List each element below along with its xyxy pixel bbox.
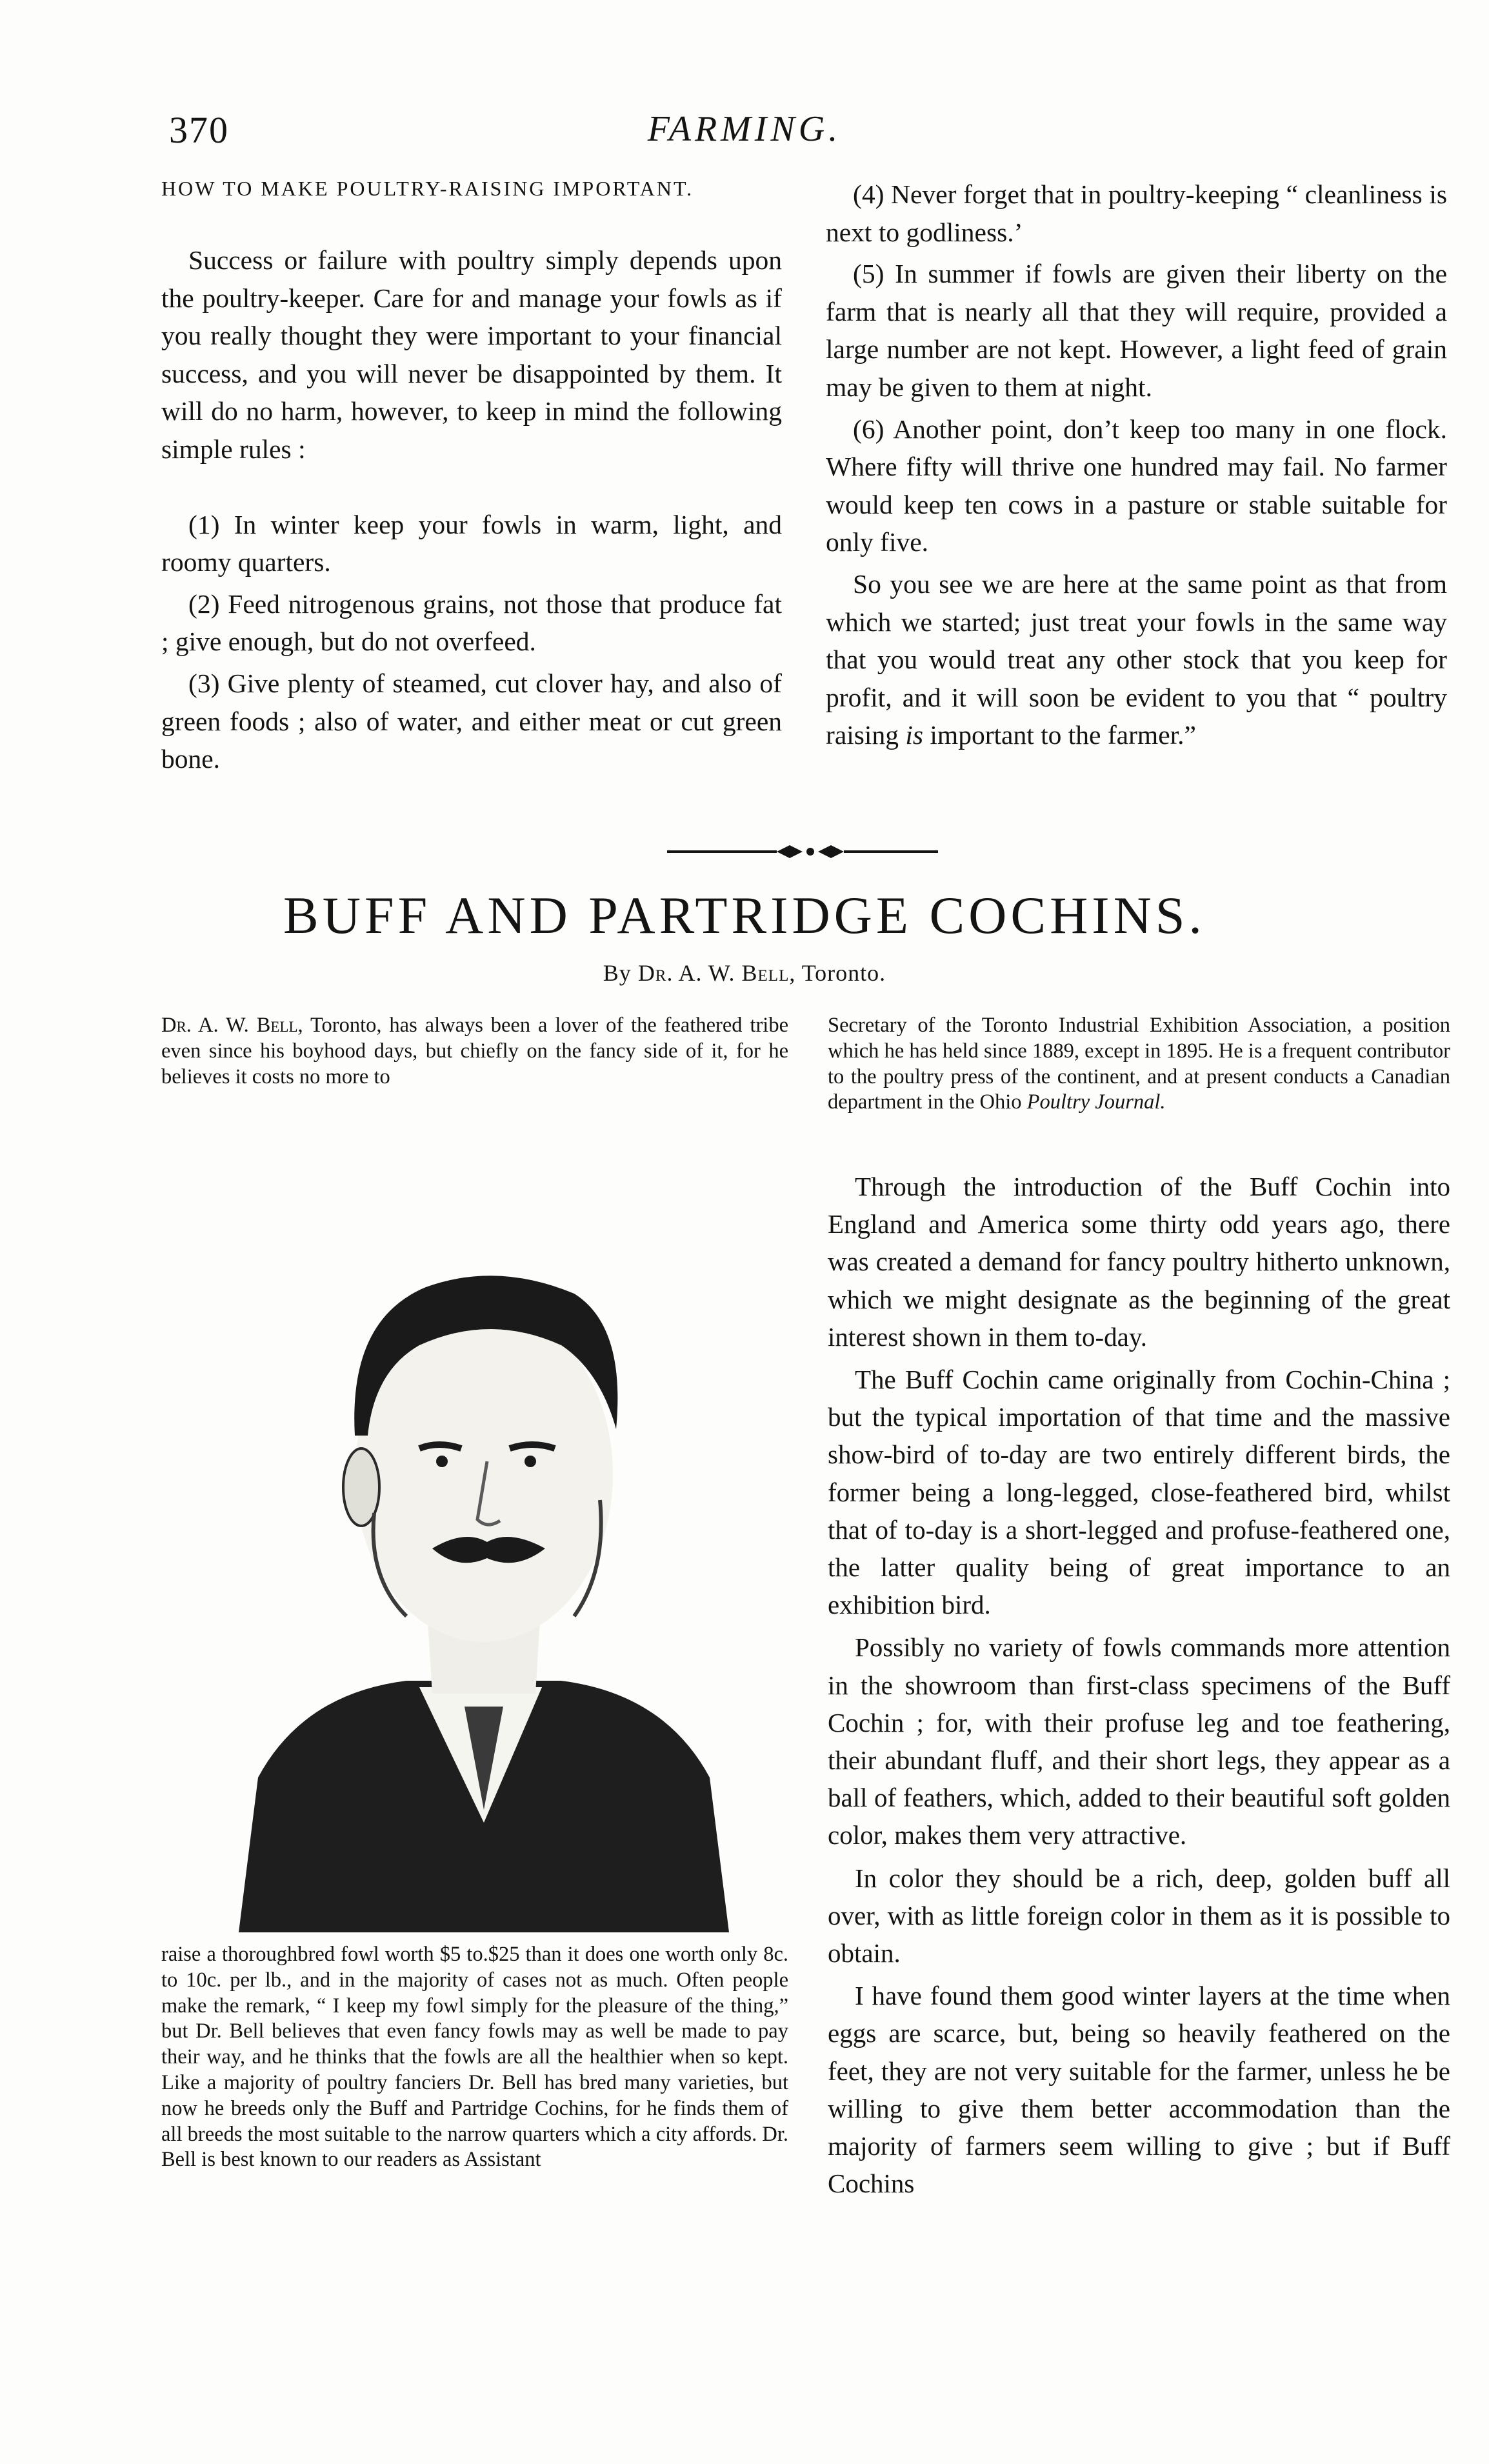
- rule-5: (5) In summer if fowls are given their liberty on the farm that is nearly all that they will require, provided a large number are not kept. However, a light feed of grain may be given to them at night.: [826, 259, 1447, 402]
- rule-3: (3) Give plenty of steamed, cut clover hay, and also of green foods ; also of water, and either meat or cut green bone.: [161, 668, 782, 774]
- body-paragraph-5: I have found them good winter layers at the time when eggs are scarce, but, being so heavily feathered on the feet, they are not very suitable for the farmer, unless he be willing to give them better accommodation than the majority of farmers seem willing to give ; but if Buff Cochins: [828, 1981, 1450, 2199]
- rule-2: (2) Feed nitrogenous grains, not those that produce fat ; give enough, but do not overfeed.: [161, 588, 782, 657]
- bio-text-right: Secretary of the Toronto Industrial Exhibition Association, a position which he has held since 1889, except in 1895. He is a frequent contributor to the poultry press of the continent, and at present conducts a Canadian department in the Ohio Poultry Journal.: [828, 1014, 1450, 1114]
- poultry-column-right: [826, 175, 1447, 759]
- rule-6: (6) Another point, don’t keep too many in one flock. Where fifty will thrive one hundred may fail. No farmer would keep ten cows in a pasture or stable suitable for only five.: [826, 414, 1447, 557]
- bio-text-top: Dr. A. W. Bell, Toronto, has always been a lover of the feathered tribe even since his boyhood days, but chiefly on the fancy side of it, for he believes it costs no more to: [161, 1014, 788, 1088]
- portrait-photo: [213, 1126, 748, 1932]
- bio-text-bottom: raise a thoroughbred fowl worth $5 to.$25 than it does one worth only 8c. to 10c. per lb., and in the majority of cases not as much. Often people make the remark, “ I keep my fowl simply for the pleasure of the thing,” but Dr. Bell believes that even fancy fowls may as well be made to pay their way, and he thinks that the fowls are all the healthier when so kept. Like a majority of poultry fanciers Dr. Bell has bred many varieties, but now he breeds only the Buff and Partridge Cochins, for he finds them of all breeds the most suitable to the narrow quarters which a city affords. Dr. Bell is best known to our readers as Assistant: [161, 1943, 788, 2172]
- journal-name: Poultry Journal.: [1026, 1090, 1166, 1114]
- body-paragraph-4: In color they should be a rich, deep, golden buff all over, with as little foreign color in them as it is possible to obtain.: [828, 1863, 1450, 1968]
- bio-lead: Dr. A. W. Bell: [161, 1014, 298, 1037]
- body-paragraph-2: The Buff Cochin came originally from Cochin-China ; but the typical importation of that time and the massive show-bird of to-day are two entirely different birds, the former being a long-legged, close-feathered bird, whilst that of to-day is a short-legged and profuse-feathered one, the latter quality being of great importance to an exhibition bird.: [828, 1365, 1450, 1620]
- body-paragraph-3: Possibly no variety of fowls commands more attention in the showroom than first-class specimens of the Buff Cochin ; for, with their profuse leg and toe feathering, their abundant fluff, and their short legs, they appear as a ball of feathers, which, added to their beautiful soft golden color, makes them very attractive.: [828, 1632, 1450, 1850]
- rule-4: (4) Never forget that in poultry-keeping “ cleanliness is next to godliness.’: [826, 179, 1447, 247]
- page-number: 370: [169, 109, 229, 151]
- intro-paragraph: Success or failure with poultry simply depends upon the poultry-keeper. Care for and manage your fowls as if you really thought they were important to your financial success, and you will never be disappointed by them. It will do no harm, however, to keep in mind the following simple rules :: [161, 245, 782, 464]
- emphasis-word: is: [905, 720, 924, 750]
- poultry-column-left: [161, 175, 782, 782]
- article-title: BUFF AND PARTRIDGE COCHINS.: [283, 886, 1206, 945]
- section-heading: HOW TO MAKE POULTRY-RAISING IMPORTANT.: [161, 177, 694, 200]
- section-divider-ornament: [667, 839, 938, 865]
- running-head: FARMING.: [647, 109, 842, 149]
- article-body: [828, 1168, 1450, 2207]
- byline: By Dr. A. W. Bell, Toronto.: [603, 960, 886, 986]
- rule-1: (1) In winter keep your fowls in warm, light, and roomy quarters.: [161, 509, 782, 577]
- closing-paragraph: So you see we are here at the same point as that from which we started; just treat your fowls in the same way that you would treat any other stock that you keep for profit, and it will soon be evident to you that “ poultry raising is important to the farmer.”: [826, 568, 1447, 750]
- body-paragraph-1: Through the introduction of the Buff Cochin into England and America some thirty odd years ago, there was created a demand for fancy poultry hitherto unknown, which we might designate as the beginning of the great interest shown in them to-day.: [828, 1172, 1450, 1352]
